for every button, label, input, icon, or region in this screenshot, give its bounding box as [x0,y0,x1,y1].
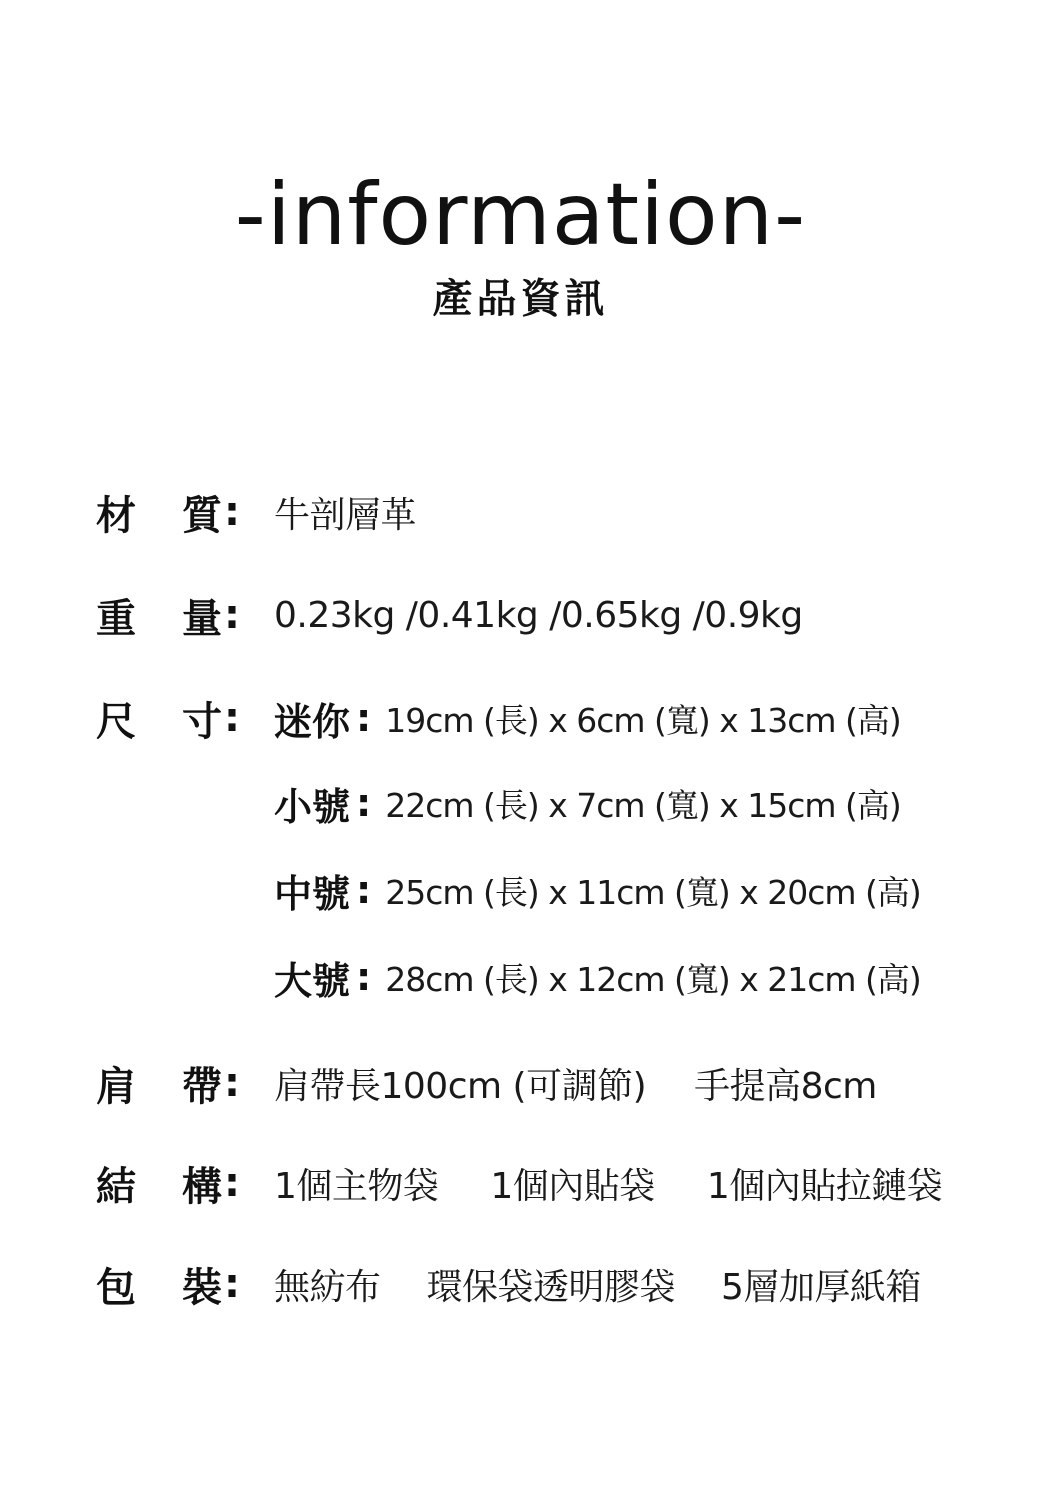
structure-item: 1個主物袋 [274,1165,439,1207]
size-variant-dims: 22cm (長) x 7cm (寬) x 15cm (高) [385,785,901,825]
size-variant-dims: 19cm (長) x 6cm (寬) x 13cm (高) [385,700,901,740]
label-colon: : [224,592,240,638]
label-char: 帶 [182,1063,222,1110]
structure-item: 1個內貼袋 [490,1165,655,1207]
label-colon: : [224,1060,240,1106]
label-char: 包 [96,1264,136,1311]
spec-value-material: 牛剖層革 [274,494,417,536]
size-variant-large [274,947,921,1007]
label-char: 尺 [96,698,136,745]
spec-label-strap [96,1055,246,1112]
size-variant-colon: : [356,955,372,999]
spec-value-packaging [274,1259,921,1310]
spec-label-size [96,690,246,747]
label-colon: : [224,695,240,741]
spec-value-strap [274,1058,877,1109]
structure-item: 1個內貼拉鏈袋 [706,1165,943,1207]
spec-value-structure [274,1158,942,1209]
strap-length: 肩帶長100cm (可調節) [274,1065,647,1107]
size-variant-name: 中號 [274,871,351,916]
spec-row-material [96,482,416,542]
label-colon: : [224,1261,240,1307]
spec-label-packaging [96,1256,246,1313]
size-variant-name: 小號 [274,784,351,829]
size-variant-mini [274,688,901,748]
label-char: 寸 [182,698,222,745]
size-variant-colon: : [356,696,372,740]
label-char: 材 [96,492,136,539]
size-variant-dims: 25cm (長) x 11cm (寬) x 20cm (高) [385,872,921,912]
label-colon: : [224,1160,240,1206]
size-variant-dims: 28cm (長) x 12cm (寬) x 21cm (高) [385,959,921,999]
label-char: 肩 [96,1063,136,1110]
packaging-item: 5層加厚紙箱 [721,1266,921,1308]
spec-row-strap [96,1053,877,1113]
spec-row-structure [96,1153,942,1213]
size-variant-name: 大號 [274,958,351,1003]
size-variant-colon: : [356,781,372,825]
label-char: 裝 [182,1264,222,1311]
label-char: 結 [96,1163,136,1210]
size-variant-name: 迷你 [274,699,351,744]
spec-label-weight [96,587,246,644]
info-subtitle: 產品資訊 [432,276,609,322]
spec-value-weight: 0.23kg /0.41kg /0.65kg /0.9kg [274,594,803,636]
spec-label-structure [96,1155,246,1212]
size-variant-medium [274,860,921,920]
info-title: -information- [234,165,807,265]
spec-row-packaging [96,1254,921,1314]
packaging-item: 環保袋透明膠袋 [426,1266,676,1308]
label-colon: : [224,489,240,535]
packaging-item: 無紡布 [274,1266,381,1308]
label-char: 構 [182,1163,222,1210]
spec-row-weight [96,585,803,645]
strap-handle-height: 手提高8cm [694,1065,877,1107]
spec-label-material [96,484,246,541]
spec-row-size [96,688,246,748]
size-variant-small [274,773,901,833]
label-char: 量 [182,595,222,642]
label-char: 質 [182,492,222,539]
label-char: 重 [96,595,136,642]
size-variant-colon: : [356,868,372,912]
